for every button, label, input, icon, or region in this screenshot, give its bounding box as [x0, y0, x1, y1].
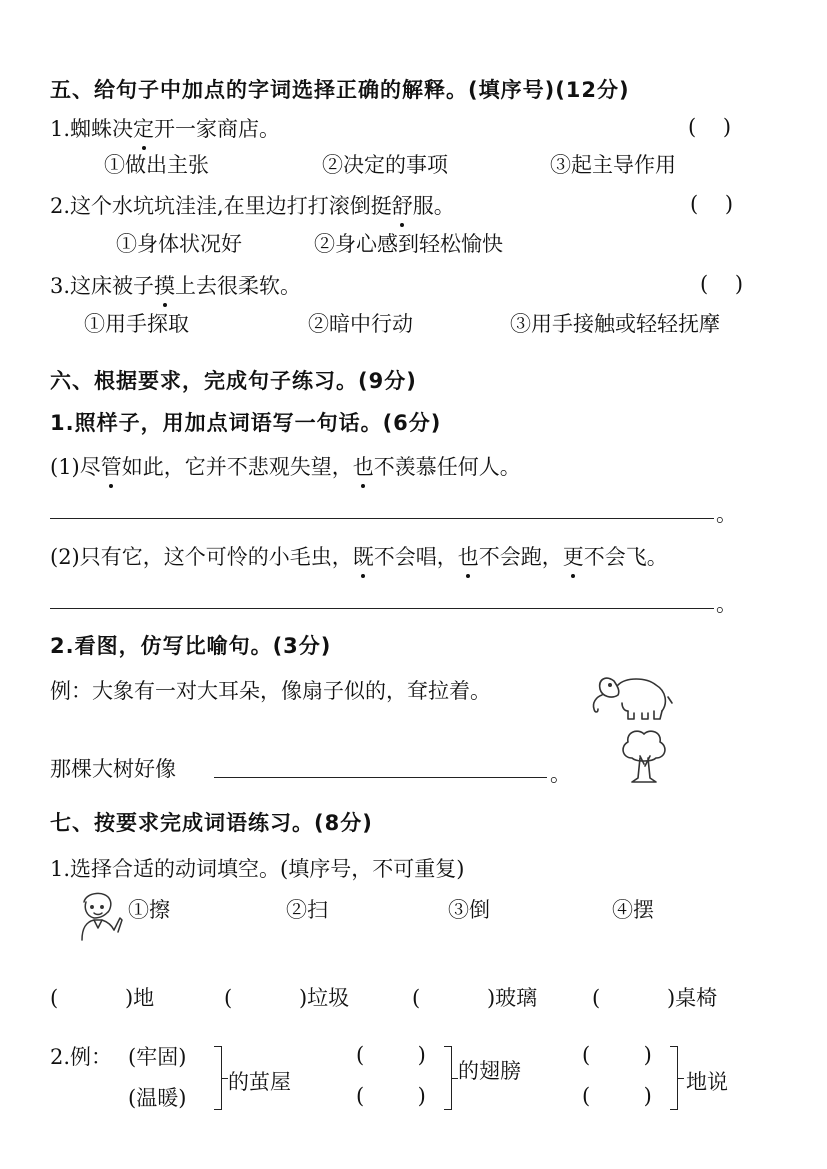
example-word-2: (温暖)	[128, 1086, 187, 1110]
fill-blank-garbage[interactable]: ( )垃圾	[224, 986, 350, 1010]
example-target: 的茧屋	[228, 1070, 291, 1094]
q5-2-answer-bracket[interactable]: ( )	[690, 192, 734, 216]
q5-2-dotted-word: 舒	[391, 194, 413, 218]
example-brace	[214, 1046, 222, 1110]
dotted-word-geng: 更	[562, 545, 584, 569]
fill-blank-ground[interactable]: ( )地	[50, 986, 155, 1010]
answer-line-1[interactable]	[50, 518, 714, 519]
verb-option-1: ①擦	[128, 898, 170, 922]
tree-icon	[618, 728, 670, 786]
q5-1-option-2: ②决定的事项	[322, 153, 448, 177]
tree-answer-line[interactable]	[214, 777, 547, 778]
say-brace	[670, 1046, 678, 1110]
verb-option-4: ④摆	[612, 898, 654, 922]
period-2: 。	[716, 592, 737, 616]
say-blank-2[interactable]: ( )	[582, 1084, 652, 1108]
wing-brace	[444, 1046, 452, 1110]
q5-2-option-1: ①身体状况好	[116, 232, 242, 256]
example-sentence-1: (1)尽管如此，它并不悲观失望，也不羡慕任何人。	[50, 455, 521, 479]
wing-blank-1[interactable]: ( )	[356, 1043, 426, 1067]
fill-blank-chairs[interactable]: ( )桌椅	[592, 986, 718, 1010]
q5-3-sentence: 3.这床被子摸上去很柔软。	[50, 274, 302, 298]
section6-sub1: 1.照样子，用加点词语写一句话。(6分)	[50, 411, 442, 435]
section7-title: 七、按要求完成词语练习。(8分)	[50, 811, 373, 835]
wing-blank-2[interactable]: ( )	[356, 1084, 426, 1108]
dotted-word-ji: 既	[352, 545, 374, 569]
q5-1-sentence: 1.蜘蛛决定开一家商店。	[50, 117, 281, 141]
simile-example: 例：大象有一对大耳朵，像扇子似的，耷拉着。	[50, 679, 491, 703]
fill-blank-glass[interactable]: ( )玻璃	[412, 986, 538, 1010]
q5-3-option-2: ②暗中行动	[308, 312, 413, 336]
verb-option-2: ②扫	[286, 898, 328, 922]
period-1: 。	[716, 502, 737, 526]
section6-title: 六、根据要求，完成句子练习。(9分)	[50, 369, 417, 393]
q5-1-option-3: ③起主导作用	[550, 153, 676, 177]
say-blank-1[interactable]: ( )	[582, 1043, 652, 1067]
dotted-word-guan: 管	[100, 455, 122, 479]
dotted-word-ye-2: 也	[457, 545, 479, 569]
q5-3-answer-bracket[interactable]: ( )	[700, 272, 744, 296]
section7-sub1: 1.选择合适的动词填空。(填序号，不可重复)	[50, 857, 465, 881]
verb-option-3: ③倒	[448, 898, 490, 922]
q5-1-dotted-word: 定	[133, 117, 155, 141]
answer-line-2[interactable]	[50, 608, 714, 609]
elephant-icon	[588, 667, 674, 721]
example-label: 2.例：	[50, 1045, 113, 1069]
q5-3-dotted-word: 摸	[154, 274, 176, 298]
tree-simile-prompt: 那棵大树好像	[50, 757, 176, 781]
example-word-1: (牢固)	[128, 1045, 187, 1069]
wing-target: 的翅膀	[458, 1059, 521, 1083]
example-sentence-2: (2)只有它，这个可怜的小毛虫，既不会唱，也不会跑，更不会飞。	[50, 545, 668, 569]
boy-icon	[74, 890, 126, 944]
say-target: 地说	[686, 1070, 728, 1094]
q5-3-option-1: ①用手探取	[84, 312, 189, 336]
dotted-word-ye: 也	[352, 455, 374, 479]
q5-2-option-2: ②身心感到轻松愉快	[314, 232, 503, 256]
section6-sub2: 2.看图，仿写比喻句。(3分)	[50, 634, 332, 658]
q5-1-option-1: ①做出主张	[104, 153, 209, 177]
q5-2-sentence: 2.这个水坑坑洼洼,在里边打打滚倒挺舒服。	[50, 194, 455, 218]
q5-1-answer-bracket[interactable]: ( )	[688, 115, 732, 139]
q5-3-option-3: ③用手接触或轻轻抚摩	[510, 312, 720, 336]
section5-title: 五、给句子中加点的字词选择正确的解释。(填序号)(12分)	[50, 78, 630, 102]
period-3: 。	[550, 762, 571, 786]
